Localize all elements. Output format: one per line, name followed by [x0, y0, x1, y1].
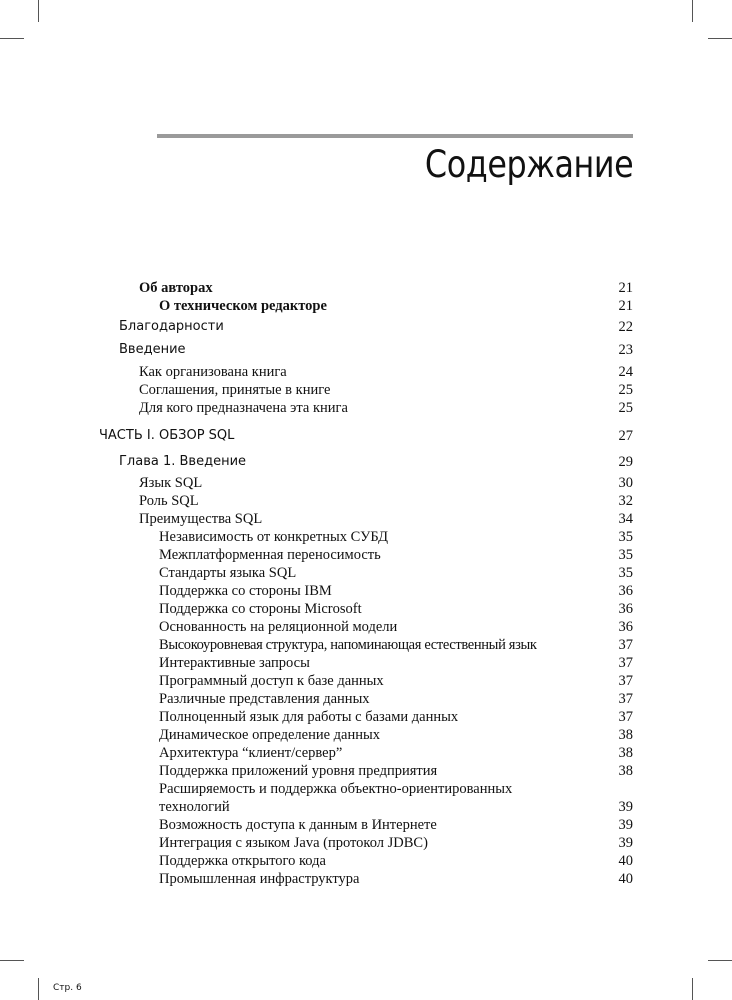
toc-entry-title: Возможность доступа к данным в Интернете [159, 817, 437, 833]
toc-entry[interactable] [0, 834, 732, 852]
toc-entry-page: 30 [618, 475, 633, 491]
toc-entry[interactable] [0, 852, 732, 870]
toc-entry-title: Преимущества SQL [139, 511, 263, 527]
toc-entry-page: 37 [618, 637, 633, 653]
toc-entry[interactable] [0, 618, 732, 636]
toc-entry[interactable] [0, 816, 732, 834]
toc-part-entry[interactable] [0, 427, 732, 445]
toc-entry[interactable] [0, 690, 732, 708]
toc-entry[interactable] [0, 672, 732, 690]
toc-entry-page: 39 [618, 799, 633, 815]
toc-entry[interactable] [0, 318, 732, 336]
toc-entry[interactable] [0, 708, 732, 726]
toc-entry-title: Независимость от конкретных СУБД [159, 529, 389, 545]
toc-entry-title: Соглашения, принятые в книге [139, 382, 331, 398]
crop-mark [0, 38, 24, 39]
toc-entry-page: 37 [618, 655, 633, 671]
toc-entry-page: 37 [618, 691, 633, 707]
toc-entry-title: О техническом редакторе [159, 298, 327, 314]
toc-entry-page: 38 [618, 763, 633, 779]
crop-mark [38, 978, 39, 1000]
toc-entry-page: 37 [618, 709, 633, 725]
crop-mark [692, 0, 693, 22]
toc-entry[interactable] [0, 279, 732, 297]
toc-chapter-entry[interactable] [0, 453, 732, 471]
toc-entry[interactable] [0, 297, 732, 315]
toc-entry-title: Программный доступ к базе данных [159, 673, 384, 689]
toc-entry-title: Архитектура “клиент/сервер” [159, 745, 343, 761]
toc-entry[interactable] [0, 341, 732, 359]
toc-entry-title: Интеграция с языком Java (протокол JDBC) [159, 835, 428, 851]
toc-entry[interactable] [0, 636, 732, 654]
toc-entry-title: Расширяемость и поддержка объектно-ориентированных [159, 781, 513, 797]
toc-entry-title: Поддержка со стороны IBM [159, 583, 332, 599]
toc-entry[interactable] [0, 528, 732, 546]
toc-entry-page: 40 [618, 871, 633, 887]
toc-entry-page: 36 [618, 583, 633, 599]
toc-entry-page: 35 [618, 565, 633, 581]
toc-entry[interactable] [0, 474, 732, 492]
toc-entry-page: 38 [618, 727, 633, 743]
toc-entry[interactable] [0, 546, 732, 564]
toc-entry-page: 39 [618, 817, 633, 833]
toc-entry-title: Благодарности [119, 319, 224, 334]
toc-entry-title: Высокоуровневая структура, напоминающая естественный язык [159, 637, 537, 653]
toc-entry-page: 38 [618, 745, 633, 761]
crop-mark [692, 978, 693, 1000]
toc-entry-page: 35 [618, 547, 633, 563]
toc-entry-title: Глава 1. Введение [119, 454, 247, 469]
toc-entry[interactable] [0, 381, 732, 399]
toc-entry-title: Динамическое определение данных [159, 727, 380, 743]
toc-entry[interactable] [0, 399, 732, 417]
toc-entry-title: Об авторах [139, 280, 213, 296]
toc-entry[interactable] [0, 510, 732, 528]
toc-entry-title: Поддержка приложений уровня предприятия [159, 763, 438, 779]
toc-entry[interactable] [0, 744, 732, 762]
toc-entry-page: 24 [618, 364, 633, 380]
toc-entry-title: технологий [159, 799, 230, 815]
toc-entry[interactable] [0, 492, 732, 510]
toc-entry-page: 29 [618, 454, 633, 470]
toc-entry[interactable] [0, 798, 732, 816]
crop-mark [0, 960, 24, 961]
toc-entry[interactable] [0, 870, 732, 888]
toc-entry[interactable] [0, 780, 732, 798]
toc-entry-title: ЧАСТЬ I. ОБЗОР SQL [99, 428, 235, 443]
toc-entry[interactable] [0, 363, 732, 381]
page-title: Содержание [424, 143, 633, 186]
toc-entry-page: 25 [618, 400, 633, 416]
toc-entry[interactable] [0, 600, 732, 618]
crop-mark [708, 38, 732, 39]
toc-entry-title: Введение [119, 342, 186, 357]
toc-entry[interactable] [0, 564, 732, 582]
toc-entry-page: 22 [618, 319, 633, 335]
toc-entry-title: Промышленная инфраструктура [159, 871, 360, 887]
toc-entry-title: Интерактивные запросы [159, 655, 310, 671]
toc-entry-title: Для кого предназначена эта книга [139, 400, 348, 416]
toc-entry-title: Стандарты языка SQL [159, 565, 297, 581]
toc-entry-page: 21 [618, 298, 633, 314]
title-rule [157, 134, 633, 138]
toc-entry-page: 36 [618, 601, 633, 617]
toc-entry-title: Как организована книга [139, 364, 287, 380]
toc-entry-page: 32 [618, 493, 633, 509]
toc-entry-page: 35 [618, 529, 633, 545]
toc-entry-title: Роль SQL [139, 493, 199, 509]
toc-entry[interactable] [0, 654, 732, 672]
toc-entry-title: Межплатформенная переносимость [159, 547, 381, 563]
toc-entry-title: Различные представления данных [159, 691, 370, 707]
toc-entry-page: 37 [618, 673, 633, 689]
toc-entry-title: Полноценный язык для работы с базами данных [159, 709, 459, 725]
toc-entry-page: 40 [618, 853, 633, 869]
page-footer: Стр. 6 [53, 983, 82, 993]
toc-entry[interactable] [0, 726, 732, 744]
toc-entry[interactable] [0, 582, 732, 600]
toc-entry[interactable] [0, 762, 732, 780]
toc-entry-title: Основанность на реляционной модели [159, 619, 398, 635]
toc-entry-page: 25 [618, 382, 633, 398]
toc-entry-page: 36 [618, 619, 633, 635]
toc-entry-page: 34 [618, 511, 633, 527]
crop-mark [38, 0, 39, 22]
toc-entry-title: Поддержка открытого кода [159, 853, 326, 869]
crop-mark [708, 960, 732, 961]
toc-entry-title: Язык SQL [139, 475, 203, 491]
toc-entry-page: 21 [618, 280, 633, 296]
toc-entry-page: 27 [618, 428, 633, 444]
toc-entry-title: Поддержка со стороны Microsoft [159, 601, 362, 617]
toc-entry-page: 23 [618, 342, 633, 358]
toc-entry-page: 39 [618, 835, 633, 851]
